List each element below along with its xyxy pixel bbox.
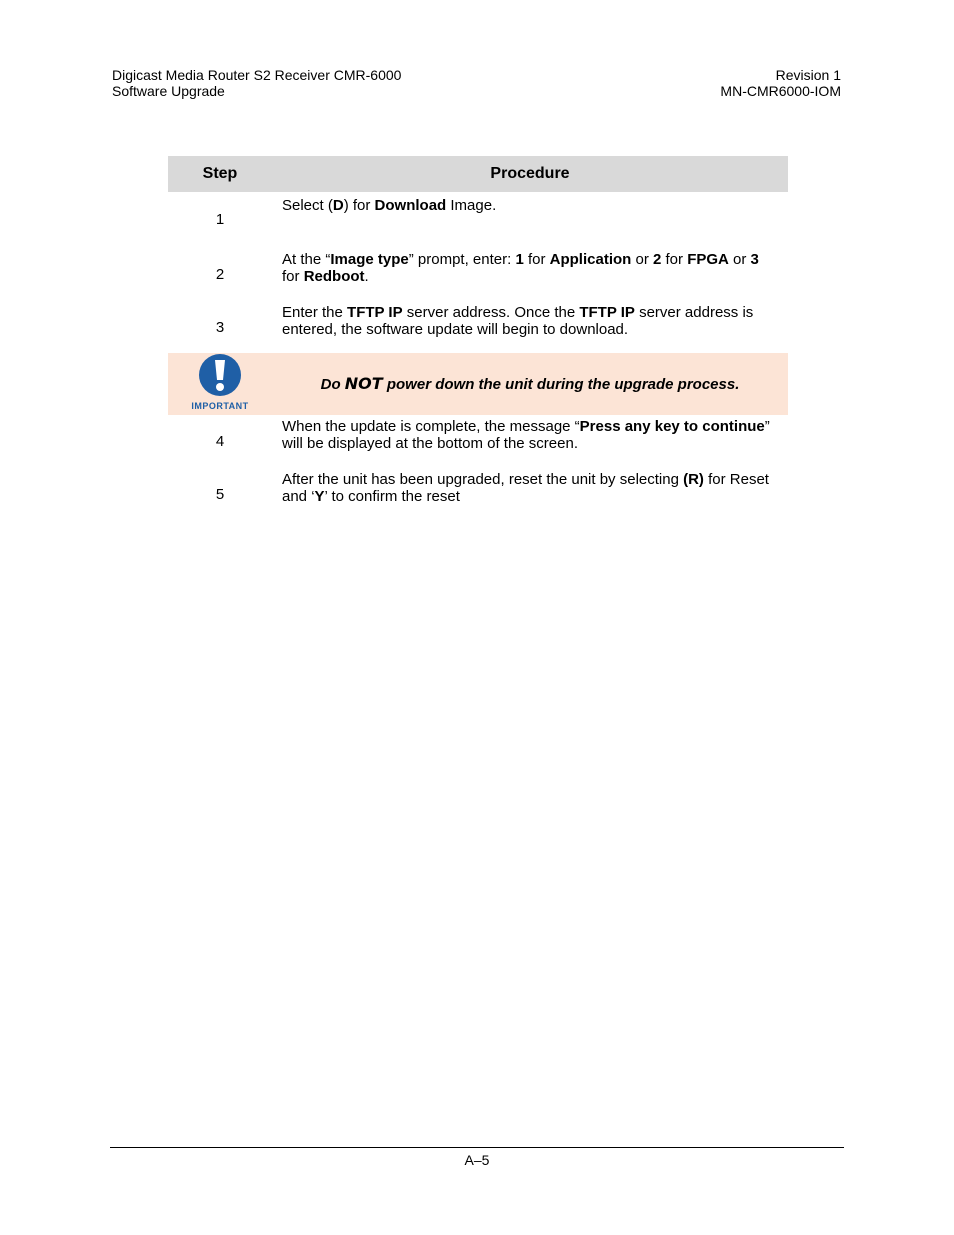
column-header-procedure: Procedure <box>272 156 788 192</box>
table-row <box>168 247 788 301</box>
procedure-table <box>168 156 788 521</box>
footer-divider <box>110 1147 844 1148</box>
step-text: After the unit has been upgraded, reset the unit by selecting (R) for Reset and ‘Y’ to confirm the reset <box>282 471 769 505</box>
revision-label: Revision 1 <box>775 67 841 83</box>
page-number: A–5 <box>464 1152 490 1168</box>
document-title: Digicast Media Router S2 Receiver CMR-6000 <box>112 67 402 83</box>
document-number: MN-CMR6000-IOM <box>720 83 841 99</box>
step-number: 5 <box>215 486 225 503</box>
step-number: 1 <box>215 211 225 228</box>
important-notice-row <box>168 353 788 415</box>
table-row <box>168 415 788 468</box>
step-number: 2 <box>215 265 225 283</box>
section-title: Software Upgrade <box>112 83 225 99</box>
step-text: At the “Image type” prompt, enter: 1 for Application or 2 for FPGA or 3 for Redboot. <box>282 251 759 285</box>
important-exclamation-icon <box>168 353 272 415</box>
column-header-step: Step <box>168 156 272 192</box>
running-header-left <box>112 67 401 99</box>
table-row <box>168 468 788 521</box>
important-label: IMPORTANT <box>191 401 249 411</box>
table-row <box>168 192 788 247</box>
important-icon-cell <box>168 353 272 415</box>
warning-text: Do NOT power down the unit during the upgrade process. <box>272 353 788 415</box>
warning-emphasis: NOT <box>344 374 383 393</box>
running-header-right <box>720 67 841 99</box>
step-text: Select (D) for Download Image. <box>282 197 497 214</box>
step-number: 3 <box>215 318 225 336</box>
step-text: Enter the TFTP IP server address. Once the TFTP IP server address is entered, the software update will begin to download. <box>282 304 754 338</box>
step-number: 4 <box>215 433 225 450</box>
table-row <box>168 301 788 353</box>
table-header-row <box>168 156 788 192</box>
step-text: When the update is complete, the message “Press any key to continue” will be displayed at the bottom of the screen. <box>282 418 770 452</box>
